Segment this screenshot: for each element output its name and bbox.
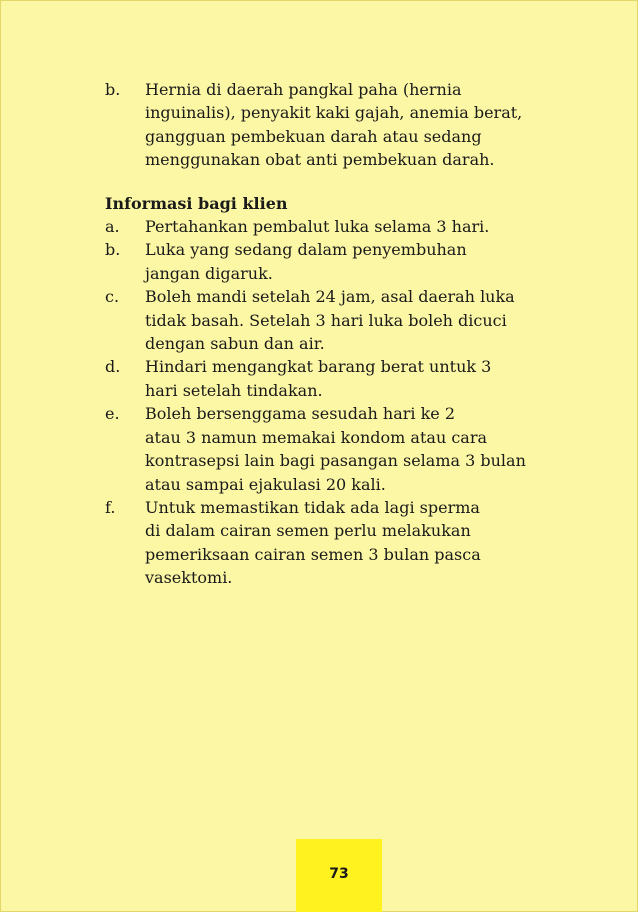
list-marker: f. bbox=[105, 497, 116, 517]
list-item-text bbox=[145, 402, 585, 496]
list-item-text bbox=[145, 285, 585, 355]
list-item bbox=[105, 238, 585, 285]
text-line: gangguan pembekuan darah atau sedang bbox=[145, 126, 482, 146]
page-number: 73 bbox=[329, 865, 349, 882]
text-line: Boleh mandi setelah 24 jam, asal daerah luka bbox=[145, 287, 515, 307]
text-line: atau 3 namun memakai kondom atau cara bbox=[145, 427, 488, 447]
list-item-text bbox=[145, 78, 585, 172]
page-content bbox=[105, 78, 585, 590]
list-item bbox=[105, 355, 585, 402]
list-marker: e. bbox=[105, 404, 120, 424]
text-line: Hindari mengangkat barang berat untuk 3 bbox=[145, 357, 492, 377]
text-line: inguinalis), penyakit kaki gajah, anemia berat, bbox=[145, 103, 523, 123]
section-heading: Informasi bagi klien bbox=[105, 193, 288, 213]
page-number-box bbox=[296, 839, 382, 912]
text-line: jangan digaruk. bbox=[145, 263, 273, 283]
list-item-text bbox=[145, 496, 585, 590]
list-item-text bbox=[145, 215, 585, 238]
text-line: di dalam cairan semen perlu melakukan bbox=[145, 521, 471, 541]
text-line: menggunakan obat anti pembekuan darah. bbox=[145, 150, 495, 170]
text-line: vasektomi. bbox=[145, 568, 233, 588]
list-item-text bbox=[145, 238, 585, 285]
text-line: Pertahankan pembalut luka selama 3 hari. bbox=[145, 217, 490, 237]
list-item-text bbox=[145, 355, 585, 402]
list-marker: a. bbox=[105, 217, 120, 237]
text-line: kontrasepsi lain bagi pasangan selama 3 bulan bbox=[145, 451, 526, 471]
list-marker: b. bbox=[105, 240, 121, 260]
text-line: Untuk memastikan tidak ada lagi sperma bbox=[145, 497, 480, 517]
text-line: Luka yang sedang dalam penyembuhan bbox=[145, 240, 467, 260]
list-item bbox=[105, 215, 585, 238]
text-line: hari setelah tindakan. bbox=[145, 380, 323, 400]
text-line: dengan sabun dan air. bbox=[145, 334, 325, 354]
text-line: tidak basah. Setelah 3 hari luka boleh dicuci bbox=[145, 310, 507, 330]
list-item bbox=[105, 402, 585, 496]
list-item bbox=[105, 78, 585, 172]
list-item bbox=[105, 285, 585, 355]
list-marker: d. bbox=[105, 357, 121, 377]
list-item bbox=[105, 496, 585, 590]
list-marker: c. bbox=[105, 287, 120, 307]
text-line: atau sampai ejakulasi 20 kali. bbox=[145, 474, 386, 494]
text-line: pemeriksaan cairan semen 3 bulan pasca bbox=[145, 544, 481, 564]
text-line: Hernia di daerah pangkal paha (hernia bbox=[145, 80, 462, 99]
text-line: Boleh bersenggama sesudah hari ke 2 bbox=[145, 404, 456, 424]
list-marker: b. bbox=[105, 80, 121, 99]
